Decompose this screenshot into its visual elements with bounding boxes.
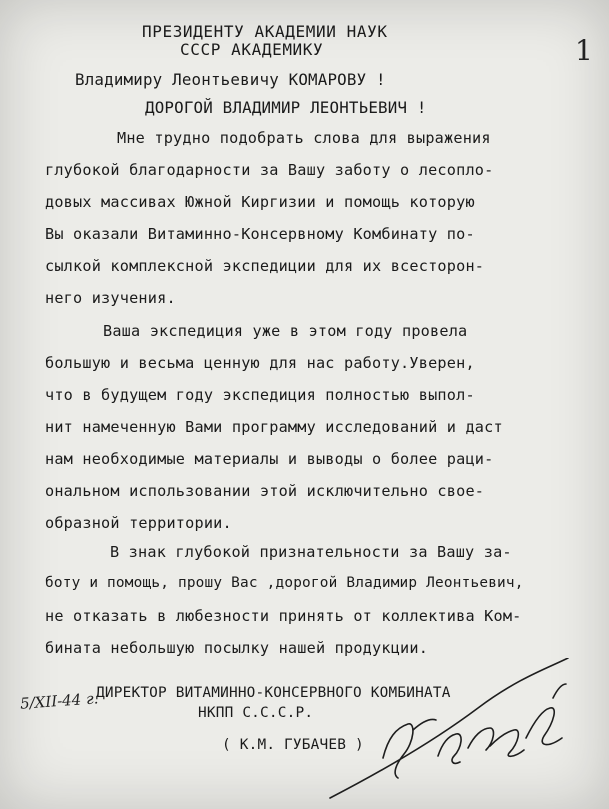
salutation: ДОРОГОЙ ВЛАДИМИР ЛЕОНТЬЕВИЧ ! (145, 98, 427, 117)
body-line: В знак глубокой признательности за Вашу за- (110, 543, 512, 561)
signature-title-line-1: ДИРЕКТОР ВИТАМИННО-КОНСЕРВНОГО КОМБИНАТА (96, 685, 451, 701)
body-line: сылкой комплексной экспедиции для их всесторон- (45, 257, 485, 275)
body-line: глубокой благодарности за Вашу заботу о лесоплo- (45, 161, 494, 179)
signature-title-line-2: НКПП С.С.С.Р. (198, 705, 314, 721)
header-line-2: СССР АКАДЕМИКУ (180, 40, 324, 59)
body-line: бината небольшую посылку нашей продукции. (45, 639, 429, 657)
body-line: Ваша экспедиция уже в этом году провела (103, 322, 468, 340)
body-line: нам необходимые материалы и выводы о более раци- (45, 450, 494, 468)
body-line: нит намеченную Вами программу исследований и даст (45, 418, 503, 436)
body-line: не отказать в любезности принять от коллектива Ком- (45, 607, 522, 625)
body-line: Вы оказали Витаминно-Консервному Комбинату по- (45, 225, 475, 243)
header-line-1: ПРЕЗИДЕНТУ АКАДЕМИИ НАУК (142, 22, 388, 41)
body-line: боту и помощь, прошу Вас ,дорогой Владимир Леонтьевич, (45, 575, 524, 591)
handwritten-signature (318, 658, 598, 808)
page-number: 1 (575, 34, 593, 67)
body-line: Мне трудно подобрать слова для выражения (117, 129, 491, 147)
body-line: большую и весьма ценную для нас работу.Уверен, (45, 354, 475, 372)
body-line: ональном использовании этой исключительно свое- (45, 482, 485, 500)
body-line: образной территории. (45, 514, 232, 532)
handwritten-date: 5/XII-44 г. (19, 689, 99, 713)
signer-name: ( К.М. ГУБАЧЕВ ) (222, 737, 364, 753)
body-line: довых массивах Южной Киргизии и помощь которую (45, 193, 475, 211)
body-line: него изучения. (45, 289, 176, 307)
body-line: что в будущем году экспедиция полностью выпол- (45, 386, 475, 404)
addressee: Владимиру Леонтьевичу КОМАРОВУ ! (75, 70, 386, 89)
